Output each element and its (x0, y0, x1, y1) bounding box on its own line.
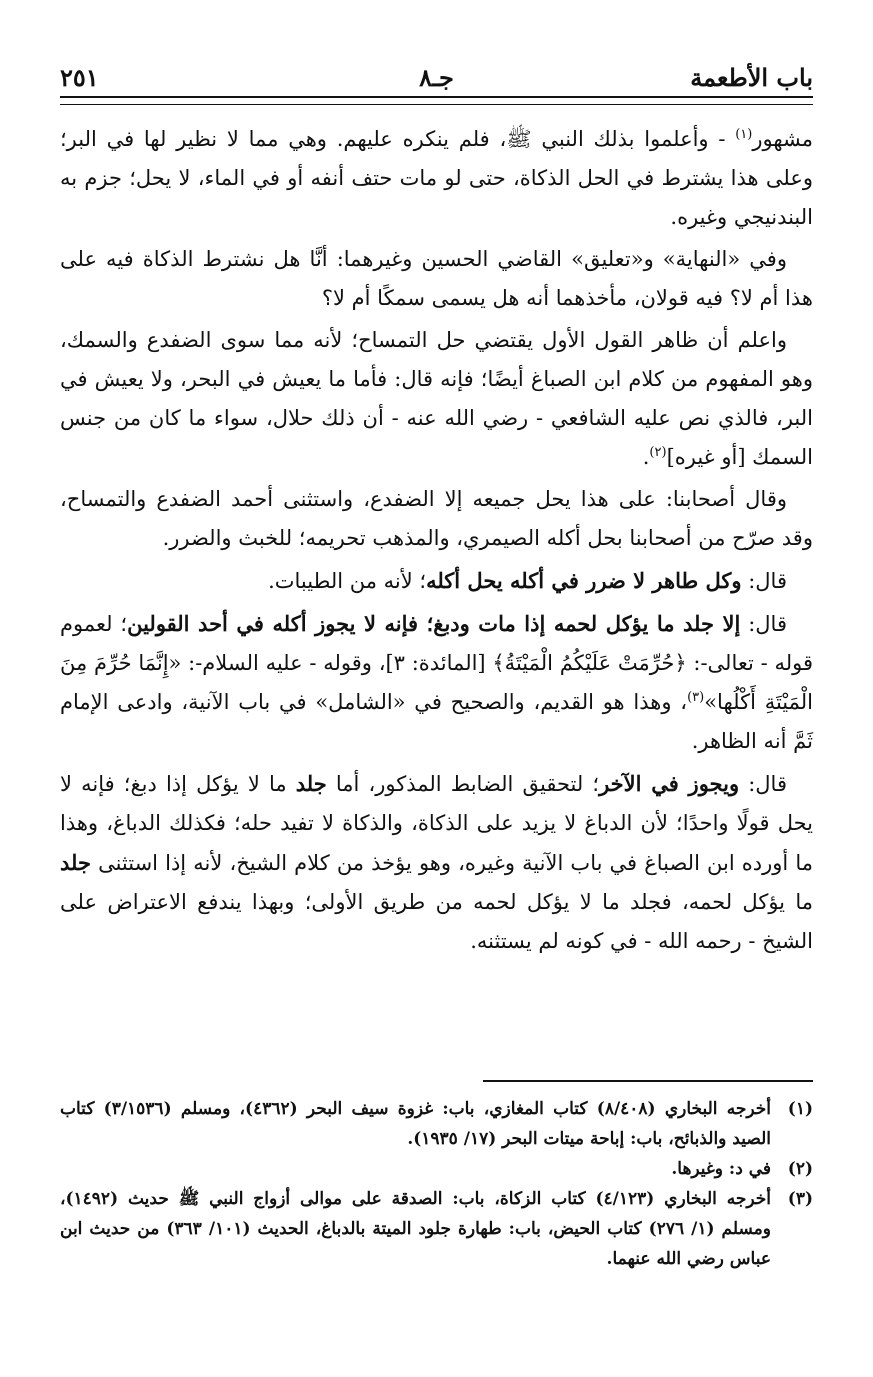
volume-label: جـ٨ (419, 63, 454, 92)
header-rule (60, 96, 813, 105)
footnote-text: أخرجه البخاري (٤/١٢٣) كتاب الزكاة، باب: الصدقة على موالى أزواج النبي ﷺ حديث (١٤٩٢)، ومسلم (١/ ٢٧٦) كتاب الحيض، باب: طهارة جلود الميتة بالدباغ، الحديث (١٠١/ ٣٦٣) من حديث ابن عباس رضي الله عنهما. (60, 1189, 771, 1269)
paragraph-5 (60, 561, 813, 601)
matn-text: ويجوز في الآخر (599, 771, 740, 796)
footnote-1 (60, 1094, 813, 1154)
paragraph-2: وفي «النهاية» و«تعليق» القاضي الحسين وغيرهما: أنَّا هل نشترط الذكاة فيه على هذا أم لا؟ فيه قولان، مأخذهما أنه هل يسمى سمكًا أم لا؟ (60, 247, 813, 310)
paragraph-text: ما لا يؤكل إذا دبغ؛ فإنه لا يحل قولًا واحدًا؛ لأن الدباغ لا يزيد على الذكاة، والذكاة لا تفيد حله؛ فكذلك الدباغ، وهذا ما أورده ابن الصباغ في باب الآنية وغيره، وهو يؤخذ من كلام الشيخ، لأنه إذا استثنى (60, 772, 813, 875)
footnote-text: في د: وغيرها. (671, 1159, 771, 1179)
running-header (60, 56, 813, 92)
paragraph-4: وقال أصحابنا: على هذا يحل جميعه إلا الضفدع، واستثنى أحمد الضفدع والتمساح، وقد صرّح من أصحابنا بحل أكله الصيمري، والمذهب تحريمه؛ للخبث والضرر. (60, 487, 813, 550)
paragraph-text: . (642, 445, 650, 469)
footnote-ref-1: (١) (735, 127, 753, 142)
paragraph-6 (60, 604, 813, 761)
paragraph-text: ، وهذا هو القديم، والصحيح في «الشامل» في باب الآنية، وادعى الإمام ثَمَّ أنه الظاهر. (60, 690, 813, 753)
footnotes (60, 1094, 813, 1274)
paragraph-text: مشهور (752, 127, 813, 151)
footnote-ref-2: (٢) (649, 445, 667, 460)
chapter-title: باب الأطعمة (690, 63, 813, 92)
paragraph-text: ؛ لأنه من الطيبات. (268, 569, 427, 593)
paragraph-text: ؛ لعموم قوله - تعالى-: ﴿حُرِّمَتْ عَلَيْكُمُ الْمَيْتَةُ﴾ [المائدة: ٣]، وقوله - عليه السلام-: «إِنَّمَا حُرِّمَ مِنَ الْمَيْتَةِ أَكْلُها» (60, 612, 814, 714)
page-number: ٢٥١ (60, 63, 99, 92)
footnote-number: (٢) (787, 1159, 813, 1179)
matn-text: وكل طاهر لا ضرر في أكله يحل أكله (426, 568, 742, 593)
matn-text: إلا جلد ما يؤكل لحمه إذا مات ودبغ؛ فإنه لا يجوز أكله في أحد القولين (127, 611, 741, 636)
paragraph-text: - وأعلموا بذلك النبي ﷺ، فلم ينكره عليهم. وهي مما لا نظير لها في البر؛ وعلى هذا يشترط في الحل الذكاة، حتى لو مات حتف أنفه أو في الماء، لا يحل؛ جزم به البندنيجي وغيره. (60, 127, 813, 229)
matn-text: جلد (60, 850, 91, 875)
paragraph-7 (60, 764, 813, 961)
paragraph-text: قال: (741, 569, 787, 593)
paragraph-text: قال: (740, 612, 787, 636)
matn-text: جلد (295, 771, 327, 796)
paragraph-text: ما يؤكل لحمه، فجلد ما لا يؤكل لحمه من طريق الأولى؛ وبهذا يندفع الاعتراض على الشيخ - رحمه الله - في كونه لم يستثنه. (60, 890, 813, 953)
paragraph-text: قال: (739, 772, 787, 796)
footnote-text: أخرجه البخاري (٨/٤٠٨) كتاب المغازي، باب: غزوة سيف البحر (٤٣٦٢)، ومسلم (٣/١٥٣٦) كتاب الصيد والذبائح، باب: إباحة ميتات البحر (١٧/ ١٩٣٥). (60, 1099, 772, 1149)
footnote-number: (١) (787, 1099, 813, 1119)
paragraph-text: واعلم أن ظاهر القول الأول يقتضي حل التمساح؛ لأنه مما سوى الضفدع والسمك، وهو المفهوم من كلام ابن الصباغ أيضًا؛ فإنه قال: فأما ما يعيش في البحر، ولا يعيش في البر، فالذي نص عليه الشافعي - رضي الله عنه - أن ذلك حلال، سواء ما كان من جنس السمك [أو غيره] (60, 328, 813, 469)
paragraph-3 (60, 321, 813, 477)
main-text (60, 120, 813, 964)
footnote-separator (483, 1080, 813, 1082)
paragraph-text: ؛ لتحقيق الضابط المذكور، أما (326, 772, 600, 796)
paragraph-1 (60, 120, 813, 237)
footnote-2 (60, 1154, 813, 1184)
footnote-3 (60, 1184, 813, 1274)
footnote-ref-3: (٣) (687, 690, 705, 705)
footnote-number: (٣) (787, 1189, 813, 1209)
